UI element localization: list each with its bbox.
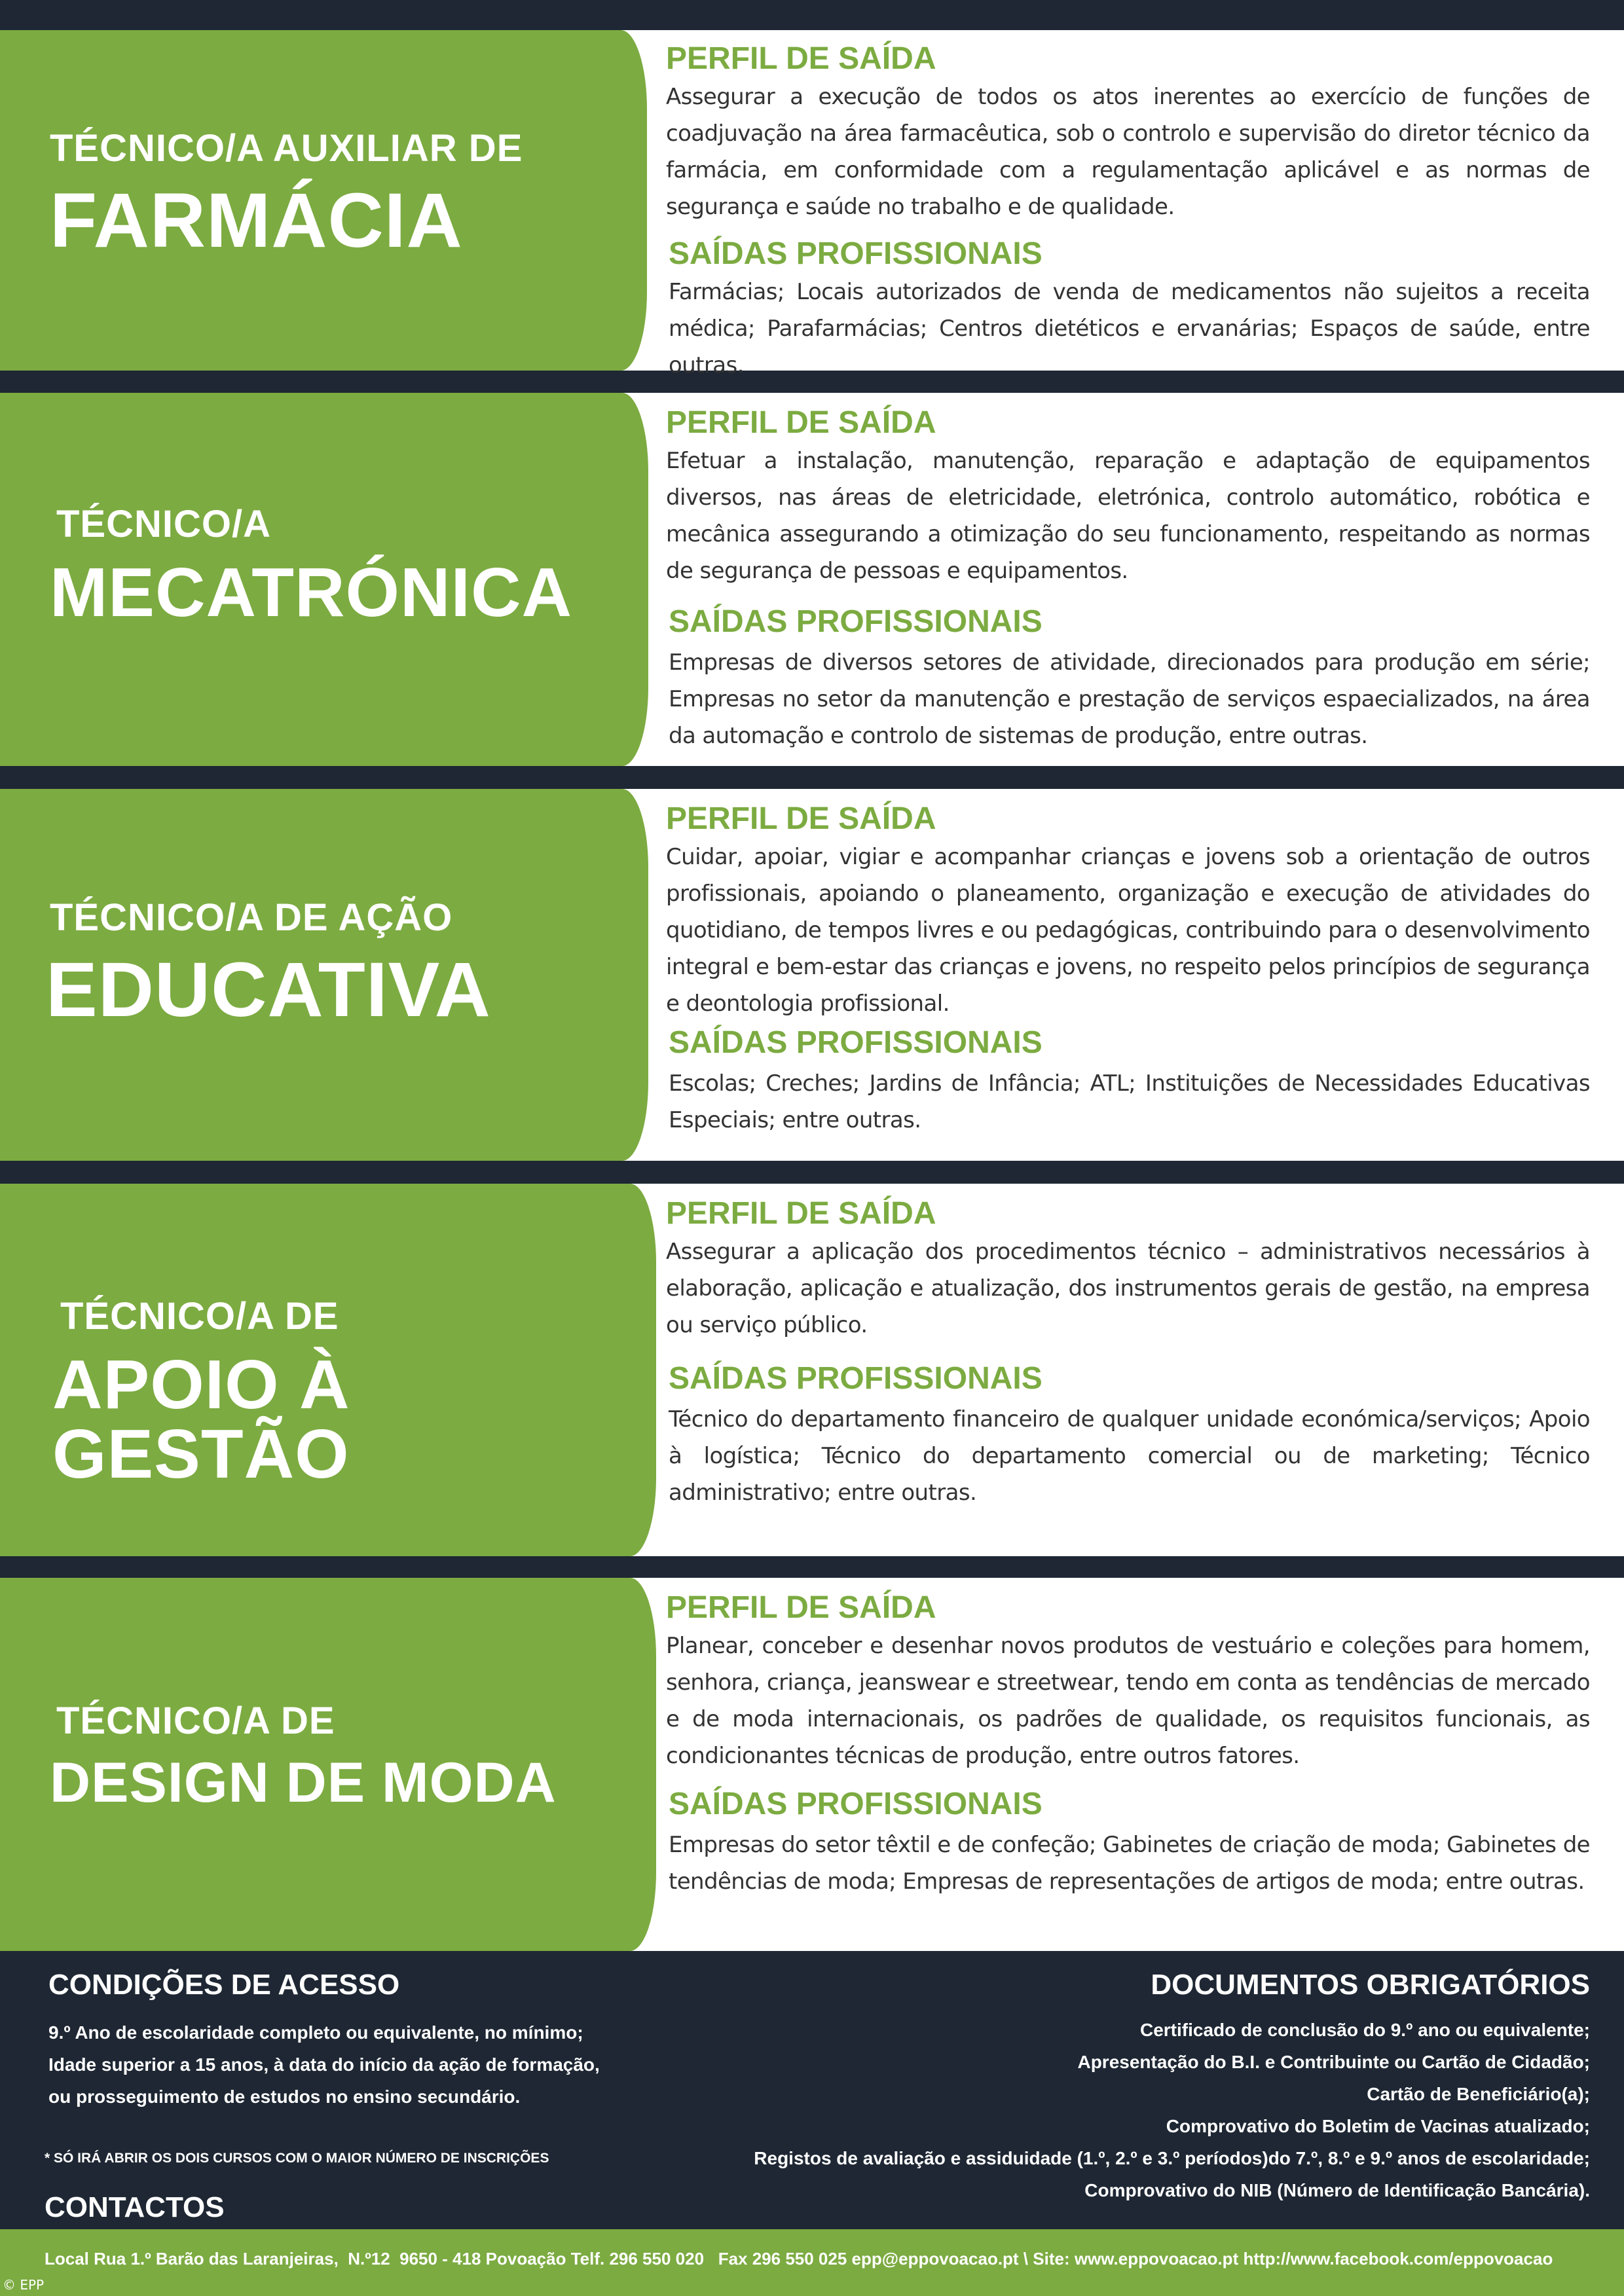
course-title	[52, 1295, 656, 1493]
contact-bar	[0, 2229, 1624, 2296]
course-title-main: EDUCATIVA	[46, 947, 491, 1033]
document-item: Cartão de Beneficiário(a);	[1367, 2084, 1590, 2104]
saidas-heading: SAÍDAS PROFISSIONAIS	[669, 1787, 1043, 1821]
course-title-main: APOIO À GESTÃO	[52, 1346, 350, 1493]
perfil-heading: PERFIL DE SAÍDA	[666, 801, 936, 836]
course-title-panel	[0, 789, 648, 1161]
saidas-text: Escolas; Creches; Jardins de Infância; ATL; Instituições de Necessidades Educativas Especiais; entre outras.	[669, 1070, 1590, 1133]
course-title-panel	[0, 30, 647, 371]
course-title-main: MECATRÓNICA	[50, 554, 573, 631]
perfil-text: Assegurar a execução de todos os atos inerentes ao exercício de funções de coadjuvação na área farmacêutica, sob o controlo e supervisão do diretor técnico da farmácia, em conformidade com a regulamentação aplicável e as normas de segurança e saúde no trabalho e de qualidade.	[666, 84, 1590, 220]
saidas-heading: SAÍDAS PROFISSIONAIS	[669, 1361, 1043, 1396]
course-title-prefix: TÉCNICO/A DE AÇÃO	[50, 896, 453, 939]
access-item: Idade superior a 15 anos, à data do início da ação de formação,	[48, 2054, 600, 2075]
access-item: 9.º Ano de escolaridade completo ou equivalente, no mínimo;	[48, 2022, 583, 2043]
access-list	[48, 2016, 600, 2113]
saidas-text: Empresas de diversos setores de atividade, direcionados para produção em série; Empresas no setor da manutenção e prestação de serviços espaecializados, na área da automação e controlo de sistemas de produção, entre outras.	[669, 649, 1590, 749]
course-section-educativa	[0, 789, 1624, 1161]
perfil-text: Planear, conceber e desenhar novos produtos de vestuário e coleções para homem, senhora, criança, jeanswear e streetwear, tendo em conta as tendências de mercado e de moda internacionais, os padrões de qualidade, os requisitos funcionais, as condicionantes técnicas de produção, entre outros fatores.	[666, 1633, 1590, 1769]
course-title-panel	[0, 1578, 656, 1951]
document-item: Certificado de conclusão do 9.º ano ou equivalente;	[1139, 2020, 1590, 2040]
course-title-main: DESIGN DE MODA	[50, 1751, 557, 1814]
course-title-panel	[0, 1184, 656, 1556]
document-item: Registos de avaliação e assiduidade (1.º, 2.º e 3.º períodos)do 7.º, 8.º e 9.º anos de escolaridade;	[754, 2148, 1590, 2168]
documents-list	[754, 2014, 1590, 2206]
course-content	[666, 30, 1590, 378]
footer-info	[0, 1951, 1624, 2229]
course-title	[50, 1700, 557, 1814]
course-title-panel	[0, 393, 648, 766]
course-title-prefix: TÉCNICO/A DE	[56, 1700, 335, 1742]
course-content	[666, 1184, 1590, 1556]
course-section-design-moda	[0, 1578, 1624, 1951]
documents-heading: DOCUMENTOS OBRIGATÓRIOS	[1151, 1969, 1590, 2001]
perfil-text: Efetuar a instalação, manutenção, reparação e adaptação de equipamentos diversos, nas áreas de eletricidade, eletrónica, controlo automático, robótica e mecânica assegurando a otimização do seu funcionamento, respeitando as normas de segurança de pessoas e equipamentos.	[666, 448, 1590, 584]
course-title-prefix: TÉCNICO/A DE	[60, 1295, 339, 1338]
course-title	[46, 896, 491, 1033]
course-title	[50, 127, 523, 264]
saidas-heading: SAÍDAS PROFISSIONAIS	[669, 1025, 1043, 1060]
perfil-text: Assegurar a aplicação dos procedimentos técnico – administrativos necessários à elaboração, aplicação e atualização, dos instrumentos gerais de gestão, na empresa ou serviço público.	[666, 1239, 1590, 1338]
saidas-text: Empresas do setor têxtil e de confeção; Gabinetes de criação de moda; Gabinetes de tendências de moda; Empresas de representações de artigos de moda; entre outras.	[669, 1832, 1590, 1895]
course-title-main: FARMÁCIA	[50, 177, 463, 264]
course-title-prefix: TÉCNICO/A	[56, 503, 271, 545]
course-content	[666, 1578, 1590, 1951]
saidas-text: Técnico do departamento financeiro de qualquer unidade económica/serviços; Apoio à logística; Técnico do departamento comercial ou de marketing; Técnico administrativo; entre outras.	[669, 1406, 1590, 1506]
saidas-text: Farmácias; Locais autorizados de venda de medicamentos não sujeitos a receita médica; Parafarmácias; Centros dietéticos e ervanárias; Espaços de saúde, entre outras.	[669, 279, 1590, 378]
document-item: Comprovativo do Boletim de Vacinas atualizado;	[1166, 2116, 1590, 2136]
course-section-mecatronica	[0, 393, 1624, 766]
perfil-heading: PERFIL DE SAÍDA	[666, 405, 936, 440]
copyright: © EPP	[3, 2277, 45, 2293]
access-heading: CONDIÇÕES DE ACESSO	[48, 1969, 400, 2001]
access-item: ou prosseguimento de estudos no ensino secundário.	[48, 2086, 521, 2107]
contacts-heading: CONTACTOS	[45, 2191, 225, 2223]
course-section-farmacia	[0, 30, 1624, 378]
contact-details: Local Rua 1.º Barão das Laranjeiras, N.º12 9650 - 418 Povoação Telf. 296 550 020 Fax 296 550 025 epp@eppovoacao.pt \ Site: www.eppovoacao.pt http://www.facebook.com/eppovoacao	[45, 2249, 1553, 2269]
perfil-heading: PERFIL DE SAÍDA	[666, 1196, 936, 1231]
perfil-heading: PERFIL DE SAÍDA	[666, 41, 936, 76]
saidas-heading: SAÍDAS PROFISSIONAIS	[669, 236, 1043, 271]
course-section-apoio-gestao	[0, 1184, 1624, 1556]
course-content	[666, 789, 1590, 1161]
perfil-heading: PERFIL DE SAÍDA	[666, 1590, 936, 1625]
saidas-heading: SAÍDAS PROFISSIONAIS	[669, 604, 1043, 639]
document-item: Apresentação do B.I. e Contribuinte ou Cartão de Cidadão;	[1077, 2052, 1590, 2072]
access-note: * SÓ IRÁ ABRIR OS DOIS CURSOS COM O MAIOR NÚMERO DE INSCRIÇÕES	[45, 2151, 549, 2166]
course-title	[50, 503, 573, 631]
course-title-prefix: TÉCNICO/A AUXILIAR DE	[50, 127, 523, 170]
document-item: Comprovativo do NIB (Número de Identificação Bancária).	[1084, 2180, 1590, 2200]
course-content	[666, 393, 1590, 766]
perfil-text: Cuidar, apoiar, vigiar e acompanhar crianças e jovens sob a orientação de outros profissionais, apoiando o planeamento, organização e execução de atividades do quotidiano, de tempos livres e ou pedagógicas, contribuindo para o desenvolvimento integral e bem-estar das crianças e jovens, no respeito pelos princípios de segurança e deontologia profissional.	[666, 844, 1590, 1017]
